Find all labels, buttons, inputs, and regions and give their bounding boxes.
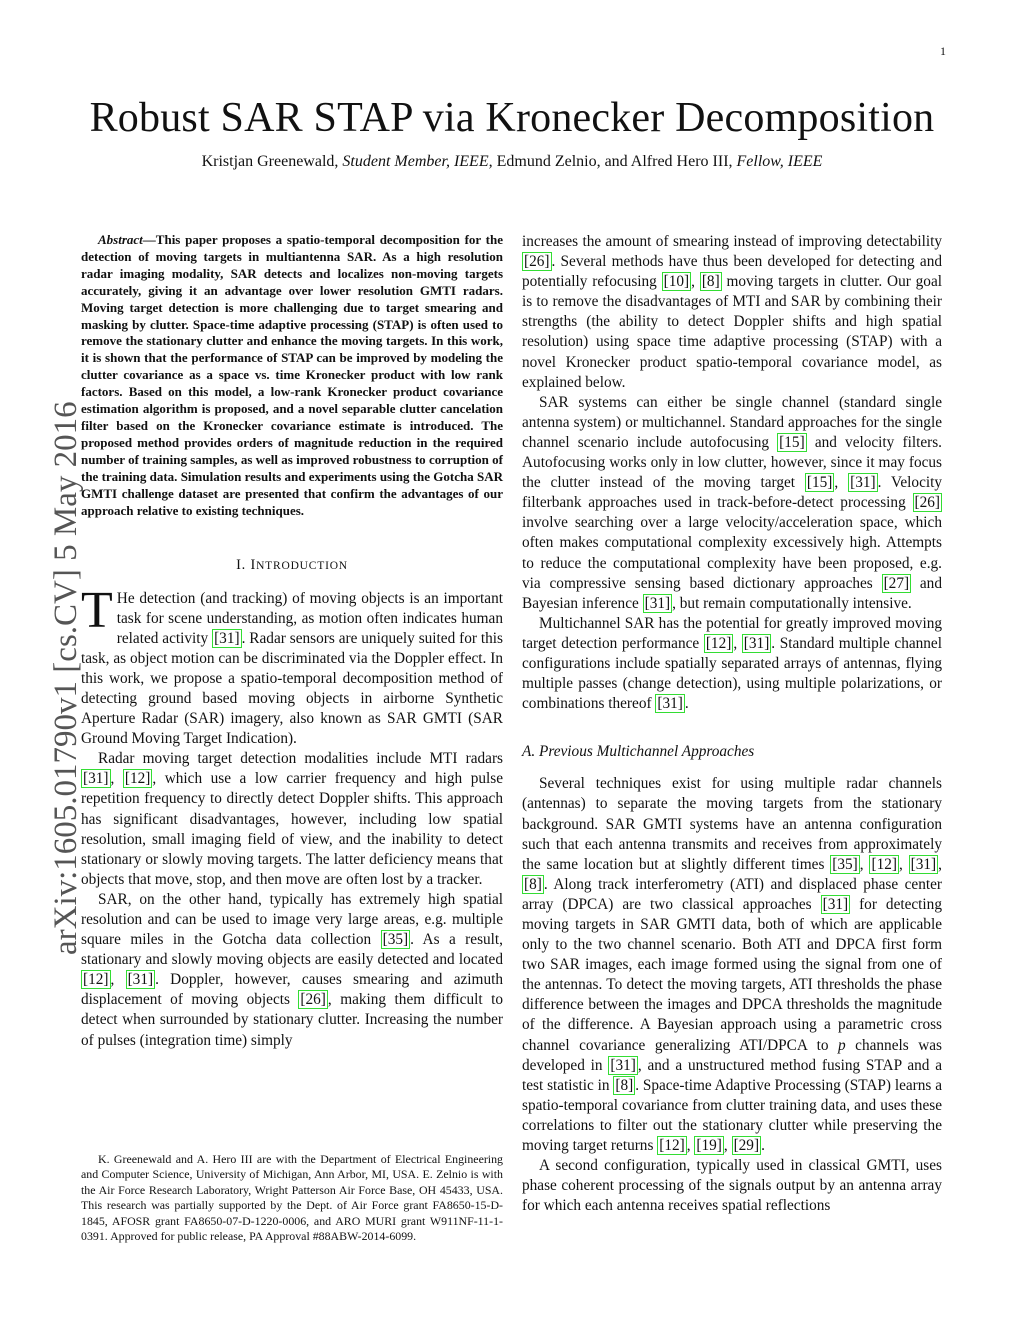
intro-paragraph-3 xyxy=(81,890,503,1051)
citation-link[interactable]: [10] xyxy=(663,273,690,291)
run: , xyxy=(110,770,123,788)
run: A second configuration, typically used in classical GMTI, uses phase coherent processing of the signals output by an antenna array for which each antenna receives spatial reflections xyxy=(522,1157,942,1215)
citation-link[interactable]: [31] xyxy=(644,594,671,612)
citation-link[interactable]: [19] xyxy=(696,1137,722,1155)
citation-link[interactable]: [12] xyxy=(659,1137,685,1155)
run: Radar moving target detection modalities include MTI radars xyxy=(98,750,503,768)
right-paragraph-5 xyxy=(522,1156,942,1216)
run: increases the amount of smearing instead of improving detectability xyxy=(522,233,942,250)
citation-link[interactable]: [26] xyxy=(300,991,326,1009)
citation-link[interactable]: [31] xyxy=(910,855,937,873)
run: . As a result, stationary and slowly moving objects are easily detected and located xyxy=(81,931,503,969)
drop-cap: T xyxy=(81,581,113,639)
citation-link[interactable]: [31] xyxy=(657,695,683,713)
citation-link[interactable]: [8] xyxy=(524,875,542,893)
citation-link[interactable]: [26] xyxy=(524,253,550,271)
run: for detecting moving targets in SAR GMTI data, both of which are applicable only to the two channel scenario. Both ATI and DPCA first form two SAR images, each image formed using the signal from one of the antennas. To detect the moving targets, ATI thresholds the phase difference between the images and DPCA thresholds the magnitude of the difference. A Bayesian approach using a parametric cross channel covariance generalizing ATI/DPCA to xyxy=(522,895,942,1054)
run: , xyxy=(834,474,849,492)
run: . Radar sensors are uniquely suited for this task, as object motion can be discriminated via the Doppler effect. In this work, we propose a spatio-temporal decomposition method of detecting ground based moving objects in airborne Synthetic Aperture Radar (SAR) imagery, also known as SAR GMTI (SAR Ground Moving Target Indication). xyxy=(81,629,504,748)
section-heading-introduction xyxy=(81,555,503,576)
section-number: I. I xyxy=(236,557,257,574)
footnote: K. Greenewald and A. Hero III are with the Department of Electrical Engineering and Computer Science, University of Michigan, Ann Arbor, MI, USA. E. Zelnio is with the Air Force Research Laboratory, Wright Patterson Air Force Base, OH 45433, USA. This research was partially supported by the Dept. of Air Force grant FA8650-15-D-1845, AFOSR grant FA8650-07-D-1220-0006, and ARO MURI grant W911NF-11-1-0391. Approved for public release, PA Approval #88ABW-2014-6099. xyxy=(81,1152,503,1244)
abstract-lead: Abstract xyxy=(98,232,143,247)
citation-link[interactable]: [15] xyxy=(806,474,833,492)
intro-paragraph-2 xyxy=(81,749,503,890)
run: , xyxy=(691,273,700,291)
citation-link[interactable]: [27] xyxy=(883,574,910,592)
citation-link[interactable]: [31] xyxy=(214,629,240,647)
citation-link[interactable]: [15] xyxy=(779,433,805,451)
citation-link[interactable]: [31] xyxy=(850,474,876,492)
abstract xyxy=(81,232,503,519)
author-1-role: Student Member, IEEE, xyxy=(342,153,493,170)
citation-link[interactable]: [12] xyxy=(124,770,151,788)
run: , xyxy=(110,971,126,989)
run: involve searching over a large velocity/acceleration space, which often makes computational complexity excessively high. Attempts to reduce the computational complexity have been proposed, e.g. via compressive sensing based dictionary approaches xyxy=(522,514,942,592)
author-2-role: Fellow, IEEE xyxy=(736,153,823,170)
run: . Several methods have thus been developed for detecting and potentially refocusing xyxy=(522,253,942,291)
right-paragraph-1 xyxy=(522,232,942,393)
run: , xyxy=(723,1137,732,1155)
run: , xyxy=(686,1137,695,1155)
right-paragraph-2 xyxy=(522,393,942,614)
citation-link[interactable]: [31] xyxy=(610,1056,636,1074)
page-number: 1 xyxy=(940,44,946,58)
run: , making them difficult to detect when surrounded by stationary clutter. Increasing the number of pulses (integration time) simply xyxy=(81,991,503,1049)
subsection-heading: A. Previous Multichannel Approaches xyxy=(522,743,755,761)
citation-link[interactable]: [31] xyxy=(743,634,770,652)
citation-link[interactable]: [12] xyxy=(705,634,732,652)
citation-link[interactable]: [8] xyxy=(615,1076,634,1094)
run: . Space-time Adaptive Processing (STAP) learns a spatio-temporal covariance from clutter training data, and uses these correlations to filter out the stationary clutter while preserving the moving target returns xyxy=(522,1076,942,1155)
citation-link[interactable]: [31] xyxy=(822,895,849,913)
run: , xyxy=(938,855,942,873)
citation-link[interactable]: [12] xyxy=(83,971,109,989)
author-line xyxy=(0,151,1024,173)
citation-link[interactable]: [8] xyxy=(701,273,720,291)
citation-link[interactable]: [35] xyxy=(832,855,858,873)
run: , xyxy=(898,855,909,873)
citation-link[interactable]: [35] xyxy=(382,931,409,949)
right-paragraph-4 xyxy=(522,774,942,1156)
run: . Along track interferometry (ATI) and displaced phase center array (DPCA) are two classical approaches xyxy=(522,875,942,913)
paper-title: Robust SAR STAP via Kronecker Decomposition xyxy=(89,95,935,141)
citation-link[interactable]: [26] xyxy=(914,494,940,512)
citation-link[interactable]: [31] xyxy=(83,770,109,788)
run: moving targets in clutter. Our goal is to remove the disadvantages of MTI and SAR by combining their strengths (the ability to detect Doppler shifts and high spatial resolution) using space time adaptive processing (STAP) with a novel Kronecker product spatio-temporal covariance model, as explained below. xyxy=(522,273,942,391)
run: . Standard multiple channel configurations include spatially separated arrays of antennas, flying multiple passes (change detection), using multiple polarizations, or combinations thereof xyxy=(522,634,942,713)
arxiv-sidebar xyxy=(12,345,84,955)
run: , but remain computationally intensive. xyxy=(672,594,912,612)
left-column xyxy=(81,232,503,1051)
run: , xyxy=(859,855,870,873)
citation-link[interactable]: [29] xyxy=(733,1137,760,1155)
run: . xyxy=(684,695,689,713)
intro-paragraph-1 xyxy=(81,581,504,750)
run: He detection (and tracking) of moving objects is an important task for scene understanding, as motion often indicates human related activity xyxy=(116,589,503,647)
citation-link[interactable]: [31] xyxy=(127,971,154,989)
run: Multichannel SAR has the potential for greatly improved moving target detection performance xyxy=(522,614,942,652)
run: . xyxy=(761,1137,765,1155)
author-1: Kristjan Greenewald, xyxy=(201,153,339,170)
run: , xyxy=(733,634,742,652)
run: SAR, on the other hand, typically has extremely high spatial resolution and can be used to image very large areas, e.g. multiple square miles in the Gotcha data collection xyxy=(81,890,503,949)
run: . Velocity filterbank approaches used in track-before-detect processing xyxy=(522,474,943,512)
abstract-text: —This paper proposes a spatio-temporal decomposition for the detection of moving targets in multiantenna SAR. As a high resolution radar imaging modality, SAR detects and localizes non-moving targets accurately, giving it an advantage over lower resolution GMTI radars. Moving target detection is more challenging due to target smearing and masking by clutter. Space-time adaptive processing (STAP) is often used to remove the stationary clutter and enhance the moving targets. In this work, it is shown that the performance of STAP can be improved by modeling the clutter covariance as a space vs. time Kronecker product with low rank factors. Based on this model, a low-rank Kronecker product covariance estimation algorithm is proposed, and a novel separable clutter cancelation filter based on the Kronecker covariance estimate is introduced. The proposed method provides orders of magnitude reduction in the required number of training samples, as well as improved robustness to corruption of the training data. Simulation results and experiments using the Gotcha SAR GMTI challenge dataset are presented that confirm the advantages of our approach relative to existing techniques. xyxy=(81,232,503,518)
right-column xyxy=(522,232,942,1216)
run: SAR systems can either be single channel (standard single antenna system) or multichannel. Standard approaches for the single channel scenario include autofocusing xyxy=(522,393,942,451)
arxiv-identifier[interactable]: arXiv:1605.01790v1 [cs.CV] 5 May 2016 xyxy=(48,401,84,955)
right-paragraph-3 xyxy=(522,614,942,714)
run: . Doppler, however, causes smearing and azimuth displacement of moving objects xyxy=(81,971,503,1009)
section-title-rest: NTRODUCTION xyxy=(256,560,348,573)
run: channels was developed in xyxy=(522,1036,942,1074)
citation-link[interactable]: [12] xyxy=(871,855,897,873)
math-variable: p xyxy=(838,1036,846,1054)
run: , which use a low carrier frequency and high pulse repetition frequency to directly detect Doppler shifts. This approach has significant disadvantages, however, including low spatial resolution, small imaging field of view, and the inability to detect stationary or slowly moving targets. The latter deficiency means that objects that move, stop, and then move are often lost by a tracker. xyxy=(81,770,504,888)
run: and Bayesian inference xyxy=(522,574,942,612)
author-2: Edmund Zelnio, and Alfred Hero III, xyxy=(496,153,733,170)
run: , and a unstructured method fusing STAP and a test statistic in xyxy=(522,1056,942,1094)
run: Several techniques exist for using multiple radar channels (antennas) to separate the moving targets from the stationary background. SAR GMTI systems have an antenna configuration such that each antenna transmits and receives from approximately the same location but at slightly different times xyxy=(522,775,942,873)
run: and velocity filters. Autofocusing works only in low clutter, however, since it may focus the clutter instead of the moving target xyxy=(522,433,942,492)
